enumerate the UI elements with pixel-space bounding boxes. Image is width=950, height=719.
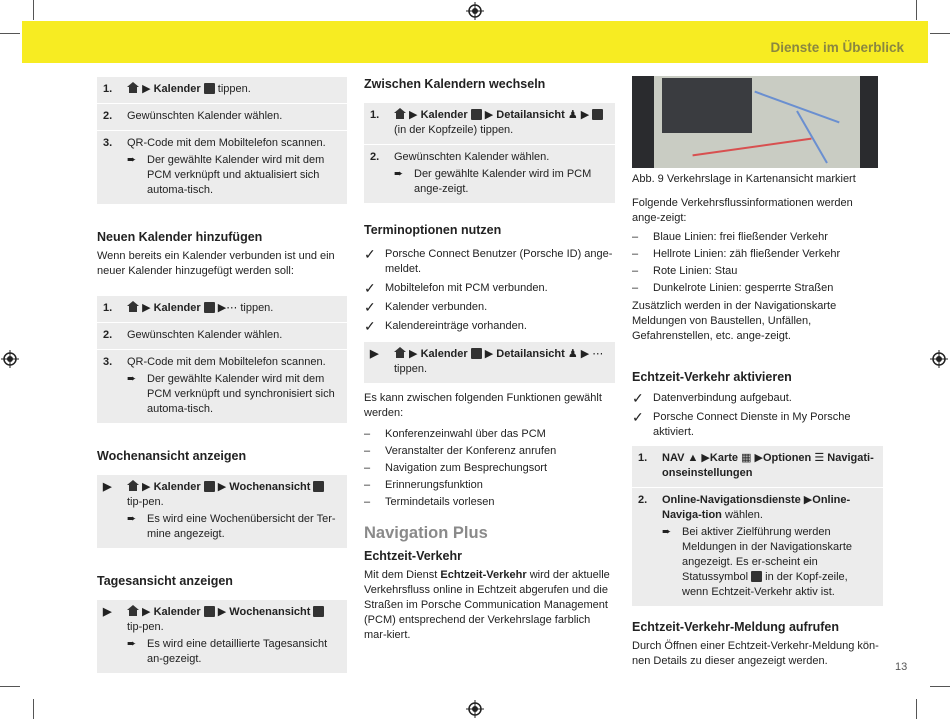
section-traffic-message: Echtzeit-Verkehr-Meldung aufrufen Durch Öffnen einer Echtzeit-Verkehr-Meldung kön-nen Details zu dieser angezeigt werden. xyxy=(632,620,883,669)
calendar-icon xyxy=(204,606,215,617)
step: 1. ▶ Kalender ▶ Detailansicht ♟ ▶ (in der Kopfzeile) tippen. xyxy=(364,103,615,144)
home-icon xyxy=(394,347,406,358)
menu-label: Kalender xyxy=(153,83,201,95)
section-heading: Echtzeit-Verkehr aktivieren xyxy=(632,370,792,384)
list-item: – Erinnerungsfunktion xyxy=(364,479,483,491)
day-view-icon xyxy=(313,606,324,617)
home-icon xyxy=(394,108,406,119)
list-item: – Rote Linien: Stau xyxy=(632,265,738,277)
requirement-item: ✓ Mobiltelefon mit PCM verbunden. xyxy=(364,280,548,296)
section-day-view xyxy=(97,574,347,673)
registration-mark-icon xyxy=(466,2,484,20)
bullet-arrow-icon: ▶ xyxy=(103,481,112,493)
person-icon: ♟ xyxy=(567,348,578,360)
step: ▶ ▶ Kalender ▶ Detailansicht ♟ ▶ ⋯ tippen. xyxy=(364,342,615,383)
home-icon xyxy=(127,82,139,93)
check-icon: ✓ xyxy=(364,299,376,315)
map-icon: ▦ xyxy=(741,452,752,464)
step: 3. QR-Code mit dem Mobiltelefon scannen. ➨ Der gewählte Kalender wird mit dem PCM verknüpft und aktualisiert sich automa-tisch. xyxy=(97,131,347,204)
figure-caption: Abb. 9 Verkehrslage in Kartenansicht markiert xyxy=(632,173,856,185)
requirement-item: ✓ Porsche Connect Dienste in My Porsche aktiviert. xyxy=(632,409,851,438)
column-left xyxy=(97,77,347,695)
chapter-heading: Navigation Plus xyxy=(364,524,488,542)
menu-icon: ☰ xyxy=(814,452,825,464)
column-middle xyxy=(364,77,615,665)
section-heading: Neuen Kalender hinzufügen xyxy=(97,230,263,244)
step: 2. Gewünschten Kalender wählen. ➨ Der gewählte Kalender wird im PCM ange-zeigt. xyxy=(364,145,615,203)
requirement-item: ✓ Datenverbindung aufgebaut. xyxy=(632,390,792,406)
registration-mark-icon xyxy=(930,350,948,368)
check-icon: ✓ xyxy=(364,246,376,262)
map-controls xyxy=(860,76,878,168)
calendar-icon xyxy=(471,348,482,359)
home-icon xyxy=(127,301,139,312)
result-arrow-icon: ➨ xyxy=(662,526,672,538)
list-item: – Hellrote Linien: zäh fließender Verkehr xyxy=(632,248,841,260)
arrow-icon: ▶ xyxy=(217,302,227,314)
column-right: Abb. 9 Verkehrslage in Kartenansicht markiert Folgende Verkehrsflussinformationen werden ange-zeigt: – Blaue Linien: frei fließender Verkehr – Hellrote Linien: zäh fließender Verkehr – Rote Linien: Stau – Dunkelrote Linien: gesperrte Straßen Zusätzlich werden in der Navigationskarte Meldungen von Baustellen, Unfällen, Gefahrenstellen, etc. ange-zeigt. Echtzeit-Verkehr aktivieren ✓ Datenverbindung aufgebaut. ✓ Porsche Connect Dienste in My Porsche aktiviert. 1. NAV ▲ ▶Karte ▦ ▶Optionen ☰ Navigati-onseinstellungen 2. Online-Navigationsdienste ▶Online-Naviga-tion wählen. ➨ Bei aktiver Zielführung werden Meldungen in der Navigationskarte angezeigt. Es er-scheint ein Statussymbol in der Kopf-zeile, wenn Echtzeit-Verkehr aktiv ist. Echtzeit-Verkehr-Meldung aufrufen Durch Öffnen einer Echtzeit-Verkehr-Meldung kön-nen Details zu dieser angezeigt werden. xyxy=(632,76,883,691)
list-item: – Dunkelrote Linien: gesperrte Straßen xyxy=(632,282,834,294)
check-icon: ✓ xyxy=(632,409,644,425)
check-icon: ✓ xyxy=(364,318,376,334)
more-icon: ⋯ xyxy=(226,302,238,314)
result-arrow-icon: ➨ xyxy=(394,168,404,180)
section-heading: Wochenansicht anzeigen xyxy=(97,449,247,463)
list-item: – Konferenzeinwahl über das PCM xyxy=(364,428,546,440)
home-icon xyxy=(127,605,139,616)
result-arrow-icon: ➨ xyxy=(127,373,137,385)
step: ▶ ▶ Kalender ▶ Wochenansicht tip-pen. ➨ Es wird eine Wochenübersicht der Ter-mine angezeigt. xyxy=(97,475,347,548)
step: 1. ▶ Kalender tippen. xyxy=(97,77,347,103)
traffic-map-screenshot xyxy=(632,76,878,168)
result-arrow-icon: ➨ xyxy=(127,638,137,650)
crop-mark xyxy=(916,0,917,20)
bullet-arrow-icon: ▶ xyxy=(370,348,379,360)
section-new-calendar: Neuen Kalender hinzufügen Wenn bereits ein Kalender verbunden ist und ein neuer Kalender hinzugefügt werden soll: 1. ▶ Kalender ▶⋯ tippen. 2. Gewünschten Kalender wählen. 3. QR-Code mit dem Mobiltelefon scannen. ➨ Der gewählte Kalender wird mit dem PCM verknüpft und synchronisiert sich automa-tisch. xyxy=(97,230,347,423)
step: 2. Online-Navigationsdienste ▶Online-Naviga-tion wählen. ➨ Bei aktiver Zielführung werden Meldungen in der Navigationskarte angezeigt. Es er-scheint ein Statussymbol in der Kopf-zeile, wenn Echtzeit-Verkehr aktiv ist. xyxy=(632,488,883,606)
step: ▶ ▶ Kalender ▶ Wochenansicht tip-pen. ➨ Es wird eine detaillierte Tagesansicht an-gezeigt. xyxy=(97,600,347,673)
section-heading: Echtzeit-Verkehr xyxy=(364,549,462,563)
crop-mark xyxy=(930,686,950,687)
calendar-icon xyxy=(471,109,482,120)
requirement-item: ✓ Kalender verbunden. xyxy=(364,299,488,315)
bullet-arrow-icon: ▶ xyxy=(103,606,112,618)
requirement-item: ✓ Kalendereinträge vorhanden. xyxy=(364,318,527,334)
step: 2. Gewünschten Kalender wählen. xyxy=(97,323,347,349)
section-heading: Echtzeit-Verkehr-Meldung aufrufen xyxy=(632,620,839,634)
calendar-icon xyxy=(204,481,215,492)
crop-mark xyxy=(33,699,34,719)
traffic-status-icon xyxy=(751,571,762,582)
crop-mark xyxy=(916,699,917,719)
section-heading: Tagesansicht anzeigen xyxy=(97,574,233,588)
section-navigation-plus: Navigation Plus Echtzeit-Verkehr Mit dem Dienst Echtzeit-Verkehr wird der aktuelle Verkehrsfluss online in Echtzeit abgerufen und die Straßen im Porsche Communication Management (PCM) entsprechend der Verkehrslage farblich mar-kiert. xyxy=(364,524,615,643)
person-icon: ♟ xyxy=(567,109,578,121)
section-heading: Zwischen Kalendern wechseln xyxy=(364,77,546,91)
page-title: Dienste im Überblick xyxy=(770,40,904,55)
calendar-icon xyxy=(204,83,215,94)
more-icon: ⋯ xyxy=(592,348,604,360)
crop-mark xyxy=(930,33,950,34)
section-switch-calendar xyxy=(364,77,615,203)
section-appointment-options: Terminoptionen nutzen ✓ Porsche Connect Benutzer (Porsche ID) ange-meldet. ✓ Mobiltelefon mit PCM verbunden. ✓ Kalender verbunden. ✓ Kalendereinträge vorhanden. ▶ ▶ Kalender ▶ Detailansicht ♟ ▶ ⋯ tippen. Es kann zwischen folgenden Funktionen gewählt werden: – Konferenzeinwahl über das PCM – Veranstalter der Konferenz anrufen – Navigation zum Besprechungsort – Erinnerungsfunktion – Termindetails vorlesen xyxy=(364,223,615,510)
list-item: – Blaue Linien: frei fließender Verkehr xyxy=(632,231,828,243)
page-header xyxy=(22,21,928,63)
step: 1. ▶ Kalender ▶⋯ tippen. xyxy=(97,296,347,322)
calendar-icon xyxy=(204,302,215,313)
result-arrow-icon: ➨ xyxy=(127,154,137,166)
page-number: 13 xyxy=(895,661,908,673)
check-icon: ✓ xyxy=(364,280,376,296)
week-view-icon xyxy=(313,481,324,492)
result-arrow-icon: ➨ xyxy=(127,513,137,525)
arrow-icon: ▶ xyxy=(142,302,151,314)
registration-mark-icon xyxy=(1,350,19,368)
registration-mark-icon xyxy=(466,700,484,718)
section-activate-traffic xyxy=(632,370,883,606)
list-item: – Termindetails vorlesen xyxy=(364,496,495,508)
map-side-menu xyxy=(632,76,654,168)
steps-add-calendar xyxy=(97,77,347,204)
step-number: 1. xyxy=(103,83,113,95)
nav-icon: ▲ xyxy=(687,452,699,464)
traffic-message-panel xyxy=(662,78,752,133)
step: 2. Gewünschten Kalender wählen. xyxy=(97,104,347,130)
list-item: – Navigation zum Besprechungsort xyxy=(364,462,548,474)
list-item: – Veranstalter der Konferenz anrufen xyxy=(364,445,557,457)
step: 3. QR-Code mit dem Mobiltelefon scannen. ➨ Der gewählte Kalender wird mit dem PCM verknüpft und synchronisiert sich automa-tisch. xyxy=(97,350,347,423)
dropdown-icon xyxy=(592,109,603,120)
check-icon: ✓ xyxy=(632,390,644,406)
step: 1. NAV ▲ ▶Karte ▦ ▶Optionen ☰ Navigati-onseinstellungen xyxy=(632,446,883,487)
section-week-view xyxy=(97,449,347,548)
home-icon xyxy=(127,480,139,491)
crop-mark xyxy=(33,0,34,20)
section-heading: Terminoptionen nutzen xyxy=(364,223,502,237)
crop-mark xyxy=(0,33,20,34)
arrow-icon: ▶ xyxy=(142,83,151,95)
crop-mark xyxy=(0,686,20,687)
requirement-item: ✓ Porsche Connect Benutzer (Porsche ID) ange-meldet. xyxy=(364,246,613,275)
